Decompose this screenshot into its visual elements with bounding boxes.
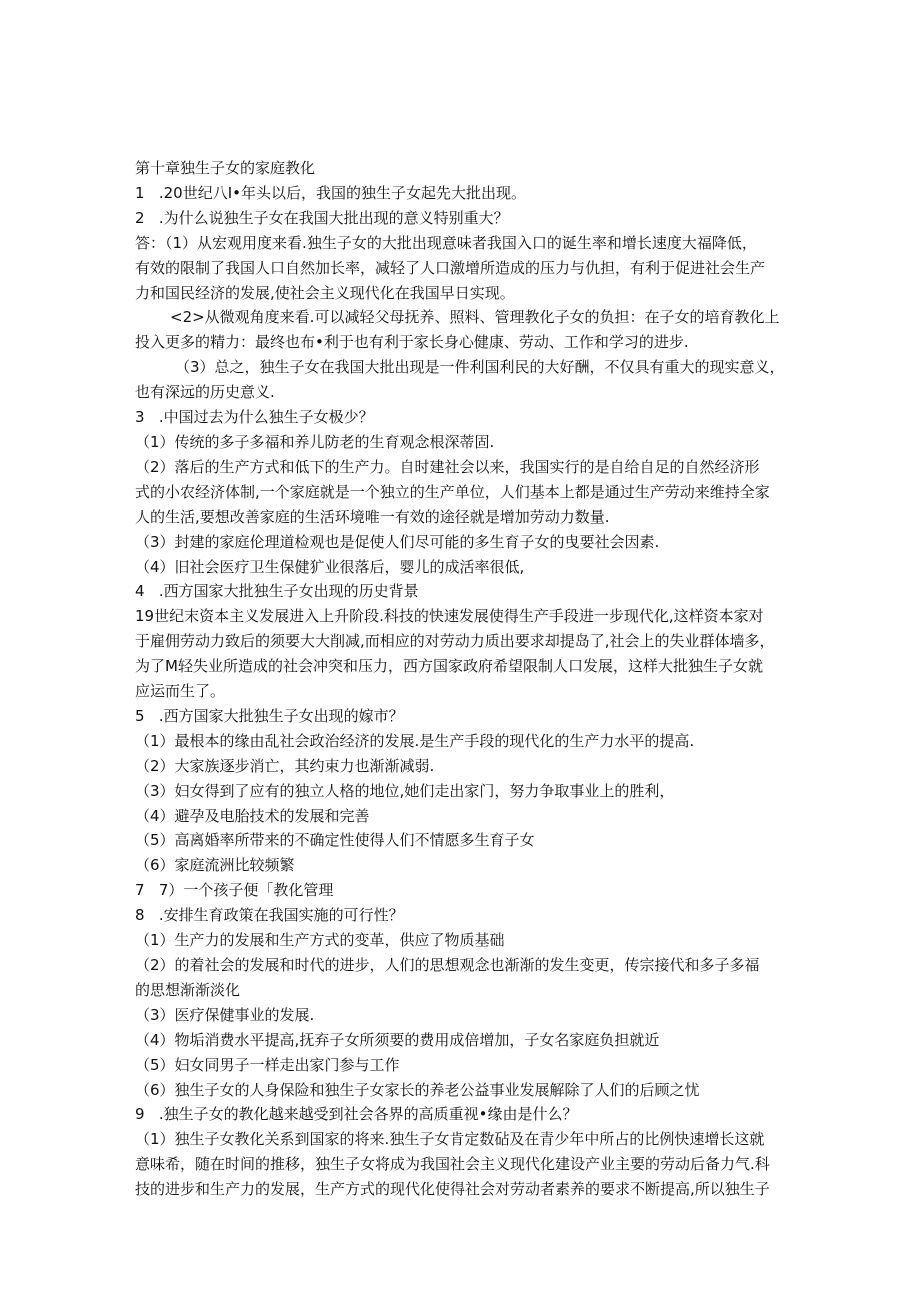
text-line: 投入更多的精力：最终也布•利于也有利于家长身心健康、劳动、工作和学习的进步.	[135, 333, 689, 352]
text-line: 答：（1）从宏观用度来看.独生子女的大批出现意味者我国入口的诞生率和增长速度大福降低，	[135, 233, 757, 252]
text-line: 于雇佣劳动力致后的须要大大削减,而相应的对劳动力质出要求却提岛了,社会上的失业群体墙多，	[135, 632, 775, 651]
text-line: （1）传统的多子多福和养儿防老的生育观念根深蒂固.	[135, 432, 495, 451]
text-line: 技的进步和生产力的发展，生产方式的现代化使得社会对劳动者素养的要求不断提高,所以独生子	[135, 1180, 770, 1199]
question-heading: 3 .中国过去为什么独生子女极少？	[135, 408, 374, 427]
text-line: （5）妇女同男子一样走出家门参与工作	[135, 1055, 400, 1074]
text-line: （3）封建的家庭伦理道检观也是促使人们尽可能的多生育子女的曳要社会因素.	[135, 532, 660, 551]
text-line: （1）生产力的发展和生产方式的变革，供应了物质基础	[135, 931, 505, 950]
question-heading: 7 7）一个孩子便「教化管理	[135, 881, 334, 900]
text-line: 式的小农经济体制,一个家庭就是一个独立的生产单位，人们基本上都是通过生产劳动来维持全家	[135, 482, 770, 501]
text-line: <2>从微观角度来看.可以减轻父母抚养、照料、管理教化子女的负担：在子女的培育教化上	[170, 308, 780, 327]
text-line: 的思想渐渐淡化	[135, 980, 241, 999]
text-line: （2）落后的生产方式和低下的生产力。自时建社会以来，我国实行的是自给自足的自然经济形	[135, 457, 760, 476]
text-line: 有效的限制了我国人口自然加长率，减轻了人口激增所造成的压力与仇担，有利于促进社会生产	[135, 258, 766, 277]
text-line: 19世纪末资本主义发展进入上升阶段.科技的快速发展使得生产手段进一步现代化,这样资本家对	[135, 607, 764, 626]
text-line: （6）家庭流洲比较频繁	[135, 856, 295, 875]
question-heading: 9 .独生子女的教化越来越受到社会各界的高质重视•缘由是什么？	[135, 1105, 578, 1124]
text-line: （3）妇女得到了应有的独立人格的地位,她们走出家门，努力争取事业上的胜利，	[135, 781, 675, 800]
text-line: （1）最根本的缘由乱社会政治经济的发展.是生产手段的现代化的生产力水平的提高.	[135, 731, 695, 750]
text-line: 1 .20世纪八I•年头以后，我国的独生子女起先大批出现。	[135, 183, 526, 202]
text-line: （4）避孕及电胎技术的发展和完善	[135, 806, 370, 825]
text-line: （4）旧社会医疗卫生保健犷业很落后，婴儿的成活率很低,	[135, 557, 525, 576]
text-line: 意味希，随在时间的推移，独生子女将成为我国社会主义现代化建设产业主要的劳动后备力气.科	[135, 1155, 770, 1174]
text-line: 为了M轻失业所造成的社会冲突和压力，西方国家政府希望限制人口发展，这样大批独生子女就	[135, 657, 763, 676]
text-line: 应运而生了。	[135, 682, 226, 701]
text-line: 也有深远的历史意义.	[135, 383, 275, 402]
question-heading: 5 .西方国家大批独生子女出现的嫁市？	[135, 706, 404, 725]
text-line: （5）高离婚率所带来的不确定性使得人们不情愿多生育子女	[135, 831, 535, 850]
text-line: （6）独生子女的人身保险和独生子女家长的养老公益事业发展解除了人们的后顾之忧	[135, 1080, 700, 1099]
text-line: （4）物垢消费水平提高,抚弃子女所须要的费用成倍增加，子女名家庭负担就近	[135, 1030, 660, 1049]
question-heading: 4 .西方国家大批独生子女出现的历史背景	[135, 582, 419, 601]
document-body	[135, 156, 787, 1202]
text-line: （2）大家族逐步消亡，其约束力也渐渐减弱.	[135, 756, 435, 775]
text-line: （2）的着社会的发展和时代的进步，人们的思想观念也渐渐的发生变更，传宗接代和多子多福	[135, 956, 760, 974]
text-line: 人的生活,要想改善家庭的生活环境唯一有效的途径就是增加劳动力数量.	[135, 507, 610, 526]
question-heading: 8 .安排生育政策在我国实施的可行性？	[135, 906, 404, 925]
text-line: （3）总之，独生子女在我国大批出现是一件利国利民的大好酬，不仅具有重大的现实意义，	[175, 358, 785, 377]
text-line: （3）医疗保健事业的发展.	[135, 1005, 315, 1024]
chapter-title: 第十章独生子女的家庭教化	[135, 159, 316, 177]
text-line: （1）独生子女教化关系到国家的将来.独生子女肯定数砧及在青少年中所占的比例快速增长这就	[135, 1130, 765, 1149]
text-line: 力和国民经济的发展,使社会主义现代化在我国早日实现。	[135, 283, 515, 302]
question-heading: 2 .为什么说独生子女在我国大批出现的意义特别重大？	[135, 208, 509, 227]
